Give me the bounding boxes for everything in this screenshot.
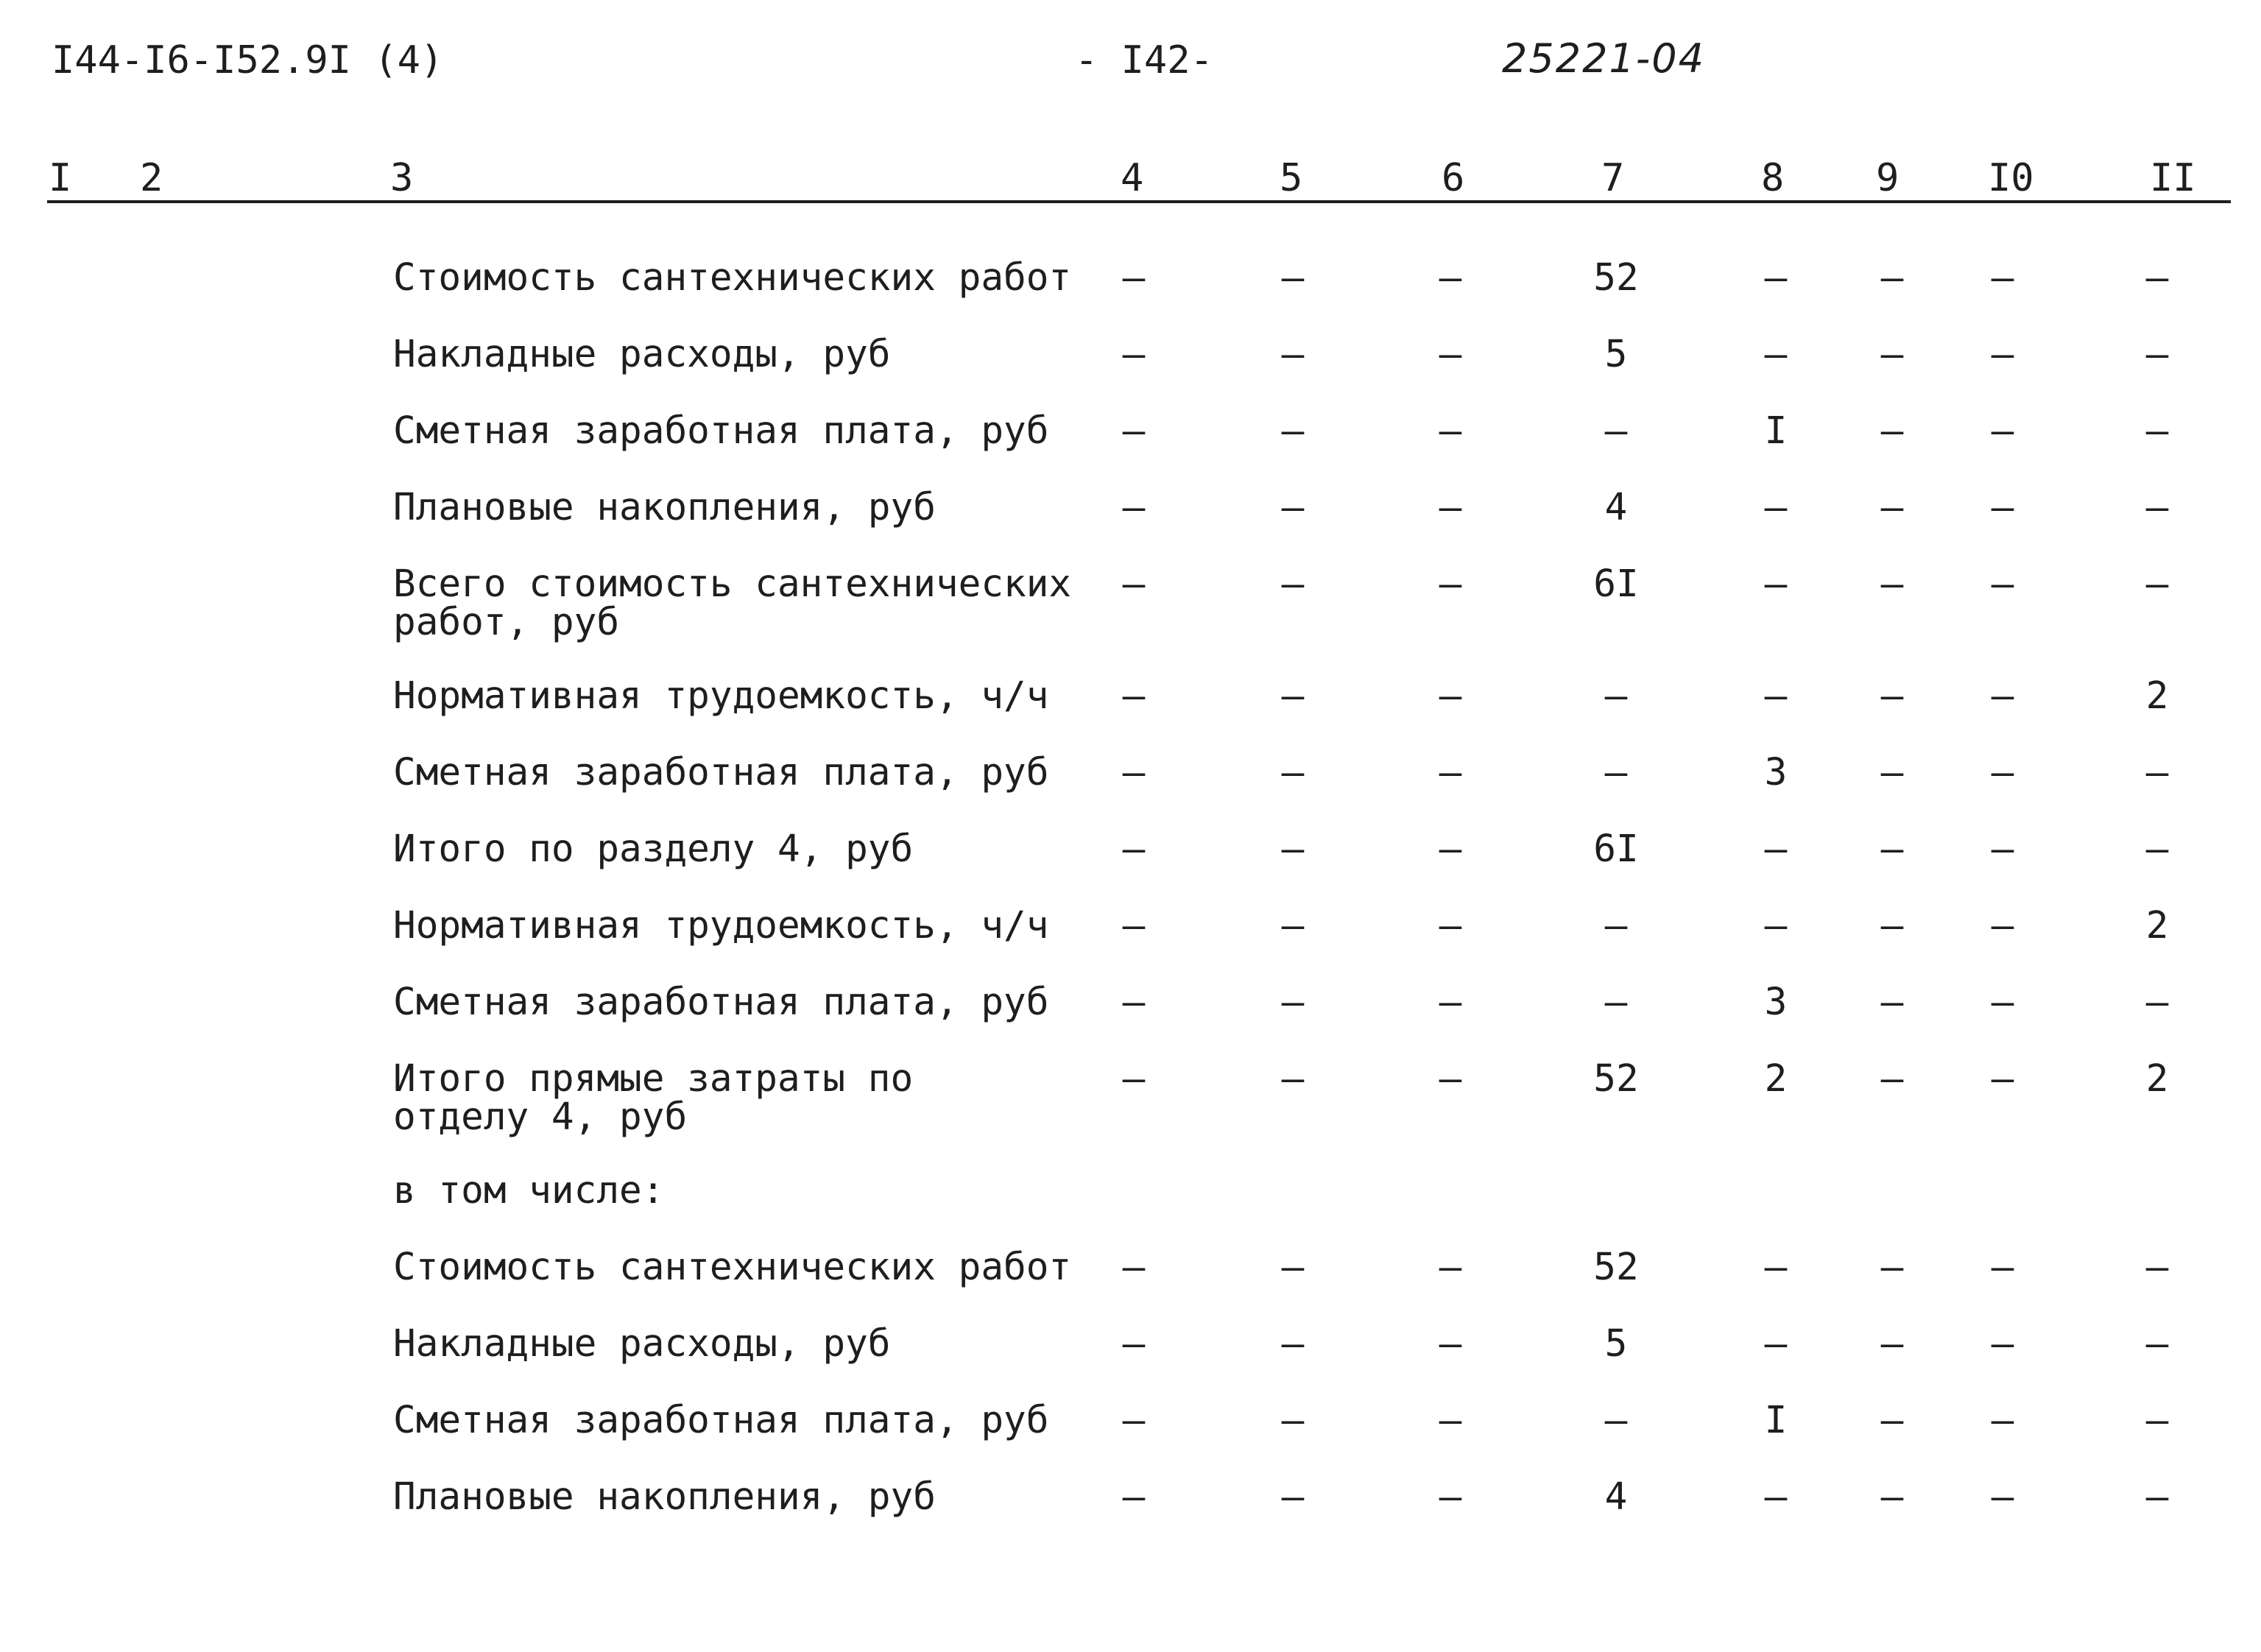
row-cell: – [1281, 1246, 1305, 1289]
column-number: II [2150, 156, 2196, 200]
row-cell: – [1281, 256, 1305, 300]
row-cell: – [1122, 486, 1146, 529]
row-cell: – [1281, 409, 1305, 453]
column-number: 7 [1601, 156, 1625, 200]
row-cell: – [1122, 674, 1146, 718]
row-cell: – [1764, 333, 1788, 376]
row-cell: – [1764, 904, 1788, 947]
row-cell: – [1991, 1475, 2014, 1519]
row-cell: – [1880, 904, 1904, 947]
row-cell: – [1439, 751, 1462, 794]
row-cell: – [1764, 1475, 1788, 1519]
row-cell: – [2145, 1322, 2169, 1366]
row-cell: – [1281, 1475, 1305, 1519]
row-cell: – [1604, 674, 1628, 718]
column-number: I [49, 156, 72, 200]
row-cell: 3 [1764, 751, 1788, 794]
row-cell: – [1764, 1322, 1788, 1366]
column-number: 6 [1442, 156, 1465, 200]
row-cell: – [2145, 1246, 2169, 1289]
row-cell: 2 [2145, 1057, 2169, 1101]
row-label: Всего стоимость сантехнических работ, руб [393, 562, 1072, 644]
row-cell: – [1439, 256, 1462, 300]
row-cell: – [1764, 562, 1788, 606]
row-cell: – [2145, 1399, 2169, 1442]
row-label: Сметная заработная плата, руб [393, 981, 1049, 1024]
row-cell: – [1122, 827, 1146, 871]
row-cell: – [1281, 751, 1305, 794]
row-cell: – [1439, 486, 1462, 529]
row-cell: – [1439, 674, 1462, 718]
row-cell: 52 [1593, 1057, 1639, 1101]
row-cell: – [1439, 981, 1462, 1024]
row-cell: – [1880, 751, 1904, 794]
row-cell: – [1764, 256, 1788, 300]
row-label: Нормативная трудоемкость, ч/ч [393, 904, 1049, 947]
page-number: - I42- [1075, 38, 1213, 82]
column-number: 2 [140, 156, 163, 200]
row-label: Плановые накопления, руб [393, 486, 936, 529]
row-cell: – [2145, 562, 2169, 606]
row-label: Сметная заработная плата, руб [393, 1399, 1049, 1442]
row-cell: – [1604, 904, 1628, 947]
row-cell: – [1991, 1246, 2014, 1289]
row-cell: – [1880, 333, 1904, 376]
row-cell: 4 [1604, 1475, 1628, 1519]
column-number: 3 [390, 156, 414, 200]
row-cell: – [1281, 827, 1305, 871]
row-cell: – [1880, 486, 1904, 529]
row-cell: – [1991, 1057, 2014, 1101]
row-cell: – [2145, 256, 2169, 300]
row-cell: – [1281, 562, 1305, 606]
row-cell: – [2145, 409, 2169, 453]
row-cell: – [1880, 827, 1904, 871]
row-cell: – [1991, 904, 2014, 947]
row-cell: – [1764, 827, 1788, 871]
column-number: 9 [1876, 156, 1900, 200]
row-cell: – [1281, 1057, 1305, 1101]
row-cell: I [1764, 1399, 1788, 1442]
row-cell: – [1604, 751, 1628, 794]
row-cell: – [1122, 562, 1146, 606]
row-label: Плановые накопления, руб [393, 1475, 936, 1519]
row-cell: 52 [1593, 256, 1639, 300]
row-cell: – [1880, 1246, 1904, 1289]
row-cell: – [1991, 486, 2014, 529]
row-label: Нормативная трудоемкость, ч/ч [393, 674, 1049, 718]
row-cell: – [1764, 674, 1788, 718]
row-cell: – [1880, 674, 1904, 718]
row-cell: – [1122, 409, 1146, 453]
row-cell: – [1880, 562, 1904, 606]
row-cell: 4 [1604, 486, 1628, 529]
row-cell: – [1439, 1399, 1462, 1442]
row-cell: – [1880, 1475, 1904, 1519]
row-cell: – [1880, 981, 1904, 1024]
row-cell: 2 [2145, 674, 2169, 718]
row-cell: – [1991, 674, 2014, 718]
row-cell: – [1991, 333, 2014, 376]
row-cell: – [1439, 562, 1462, 606]
row-cell: – [1991, 827, 2014, 871]
row-cell: – [1122, 1057, 1146, 1101]
row-cell: 5 [1604, 333, 1628, 376]
row-cell: – [1764, 1246, 1788, 1289]
row-label: Итого по разделу 4, руб [393, 827, 914, 871]
row-cell: I [1764, 409, 1788, 453]
row-cell: – [1122, 1322, 1146, 1366]
row-cell: – [1880, 1057, 1904, 1101]
row-cell: – [1281, 486, 1305, 529]
row-cell: – [1880, 409, 1904, 453]
row-label: в том числе: [393, 1169, 665, 1212]
header-rule [47, 200, 2231, 203]
row-cell: 6I [1593, 562, 1639, 606]
row-cell: 5 [1604, 1322, 1628, 1366]
column-number: 5 [1280, 156, 1303, 200]
row-cell: – [1122, 1399, 1146, 1442]
row-cell: 2 [1764, 1057, 1788, 1101]
row-cell: – [1122, 256, 1146, 300]
row-cell: – [1122, 333, 1146, 376]
row-cell: – [1281, 1399, 1305, 1442]
row-cell: – [1991, 409, 2014, 453]
row-label: Стоимость сантехнических работ [393, 1246, 1072, 1289]
row-cell: – [1439, 1475, 1462, 1519]
row-cell: – [1281, 674, 1305, 718]
row-cell: – [1991, 256, 2014, 300]
row-cell: – [2145, 751, 2169, 794]
row-cell: – [1122, 981, 1146, 1024]
row-label: Сметная заработная плата, руб [393, 751, 1049, 794]
row-cell: – [1439, 333, 1462, 376]
row-cell: – [1880, 256, 1904, 300]
row-cell: – [1439, 1246, 1462, 1289]
row-cell: 6I [1593, 827, 1639, 871]
row-cell: – [1880, 1399, 1904, 1442]
row-label: Накладные расходы, руб [393, 333, 891, 376]
row-cell: – [1604, 1399, 1628, 1442]
row-cell: – [1991, 1322, 2014, 1366]
row-cell: – [1281, 904, 1305, 947]
handwritten-number: 25221-04 [1502, 35, 1705, 82]
row-cell: – [1122, 1246, 1146, 1289]
row-cell: – [1122, 904, 1146, 947]
row-cell: – [2145, 827, 2169, 871]
row-cell: 2 [2145, 904, 2169, 947]
row-label: Стоимость сантехнических работ [393, 256, 1072, 300]
row-cell: – [2145, 1475, 2169, 1519]
row-cell: – [1880, 1322, 1904, 1366]
row-cell: – [1281, 981, 1305, 1024]
row-cell: – [1991, 562, 2014, 606]
row-cell: 3 [1764, 981, 1788, 1024]
row-cell: – [1991, 751, 2014, 794]
row-label: Итого прямые затраты по отделу 4, руб [393, 1057, 914, 1139]
row-cell: – [1991, 981, 2014, 1024]
row-cell: – [1439, 1057, 1462, 1101]
row-cell: – [2145, 333, 2169, 376]
column-number: 8 [1761, 156, 1785, 200]
row-cell: – [1439, 1322, 1462, 1366]
row-label: Накладные расходы, руб [393, 1322, 891, 1366]
row-cell: – [1281, 1322, 1305, 1366]
column-number: I0 [1988, 156, 2034, 200]
row-label: Сметная заработная плата, руб [393, 409, 1049, 453]
document-code: I44-I6-I52.9I (4) [52, 38, 444, 82]
row-cell: – [1604, 981, 1628, 1024]
row-cell: – [1764, 486, 1788, 529]
row-cell: – [2145, 486, 2169, 529]
row-cell: – [1122, 1475, 1146, 1519]
row-cell: – [2145, 981, 2169, 1024]
row-cell: – [1439, 827, 1462, 871]
row-cell: 52 [1593, 1246, 1639, 1289]
row-cell: – [1439, 904, 1462, 947]
row-cell: – [1991, 1399, 2014, 1442]
row-cell: – [1281, 333, 1305, 376]
row-cell: – [1604, 409, 1628, 453]
row-cell: – [1122, 751, 1146, 794]
column-number: 4 [1121, 156, 1144, 200]
row-cell: – [1439, 409, 1462, 453]
